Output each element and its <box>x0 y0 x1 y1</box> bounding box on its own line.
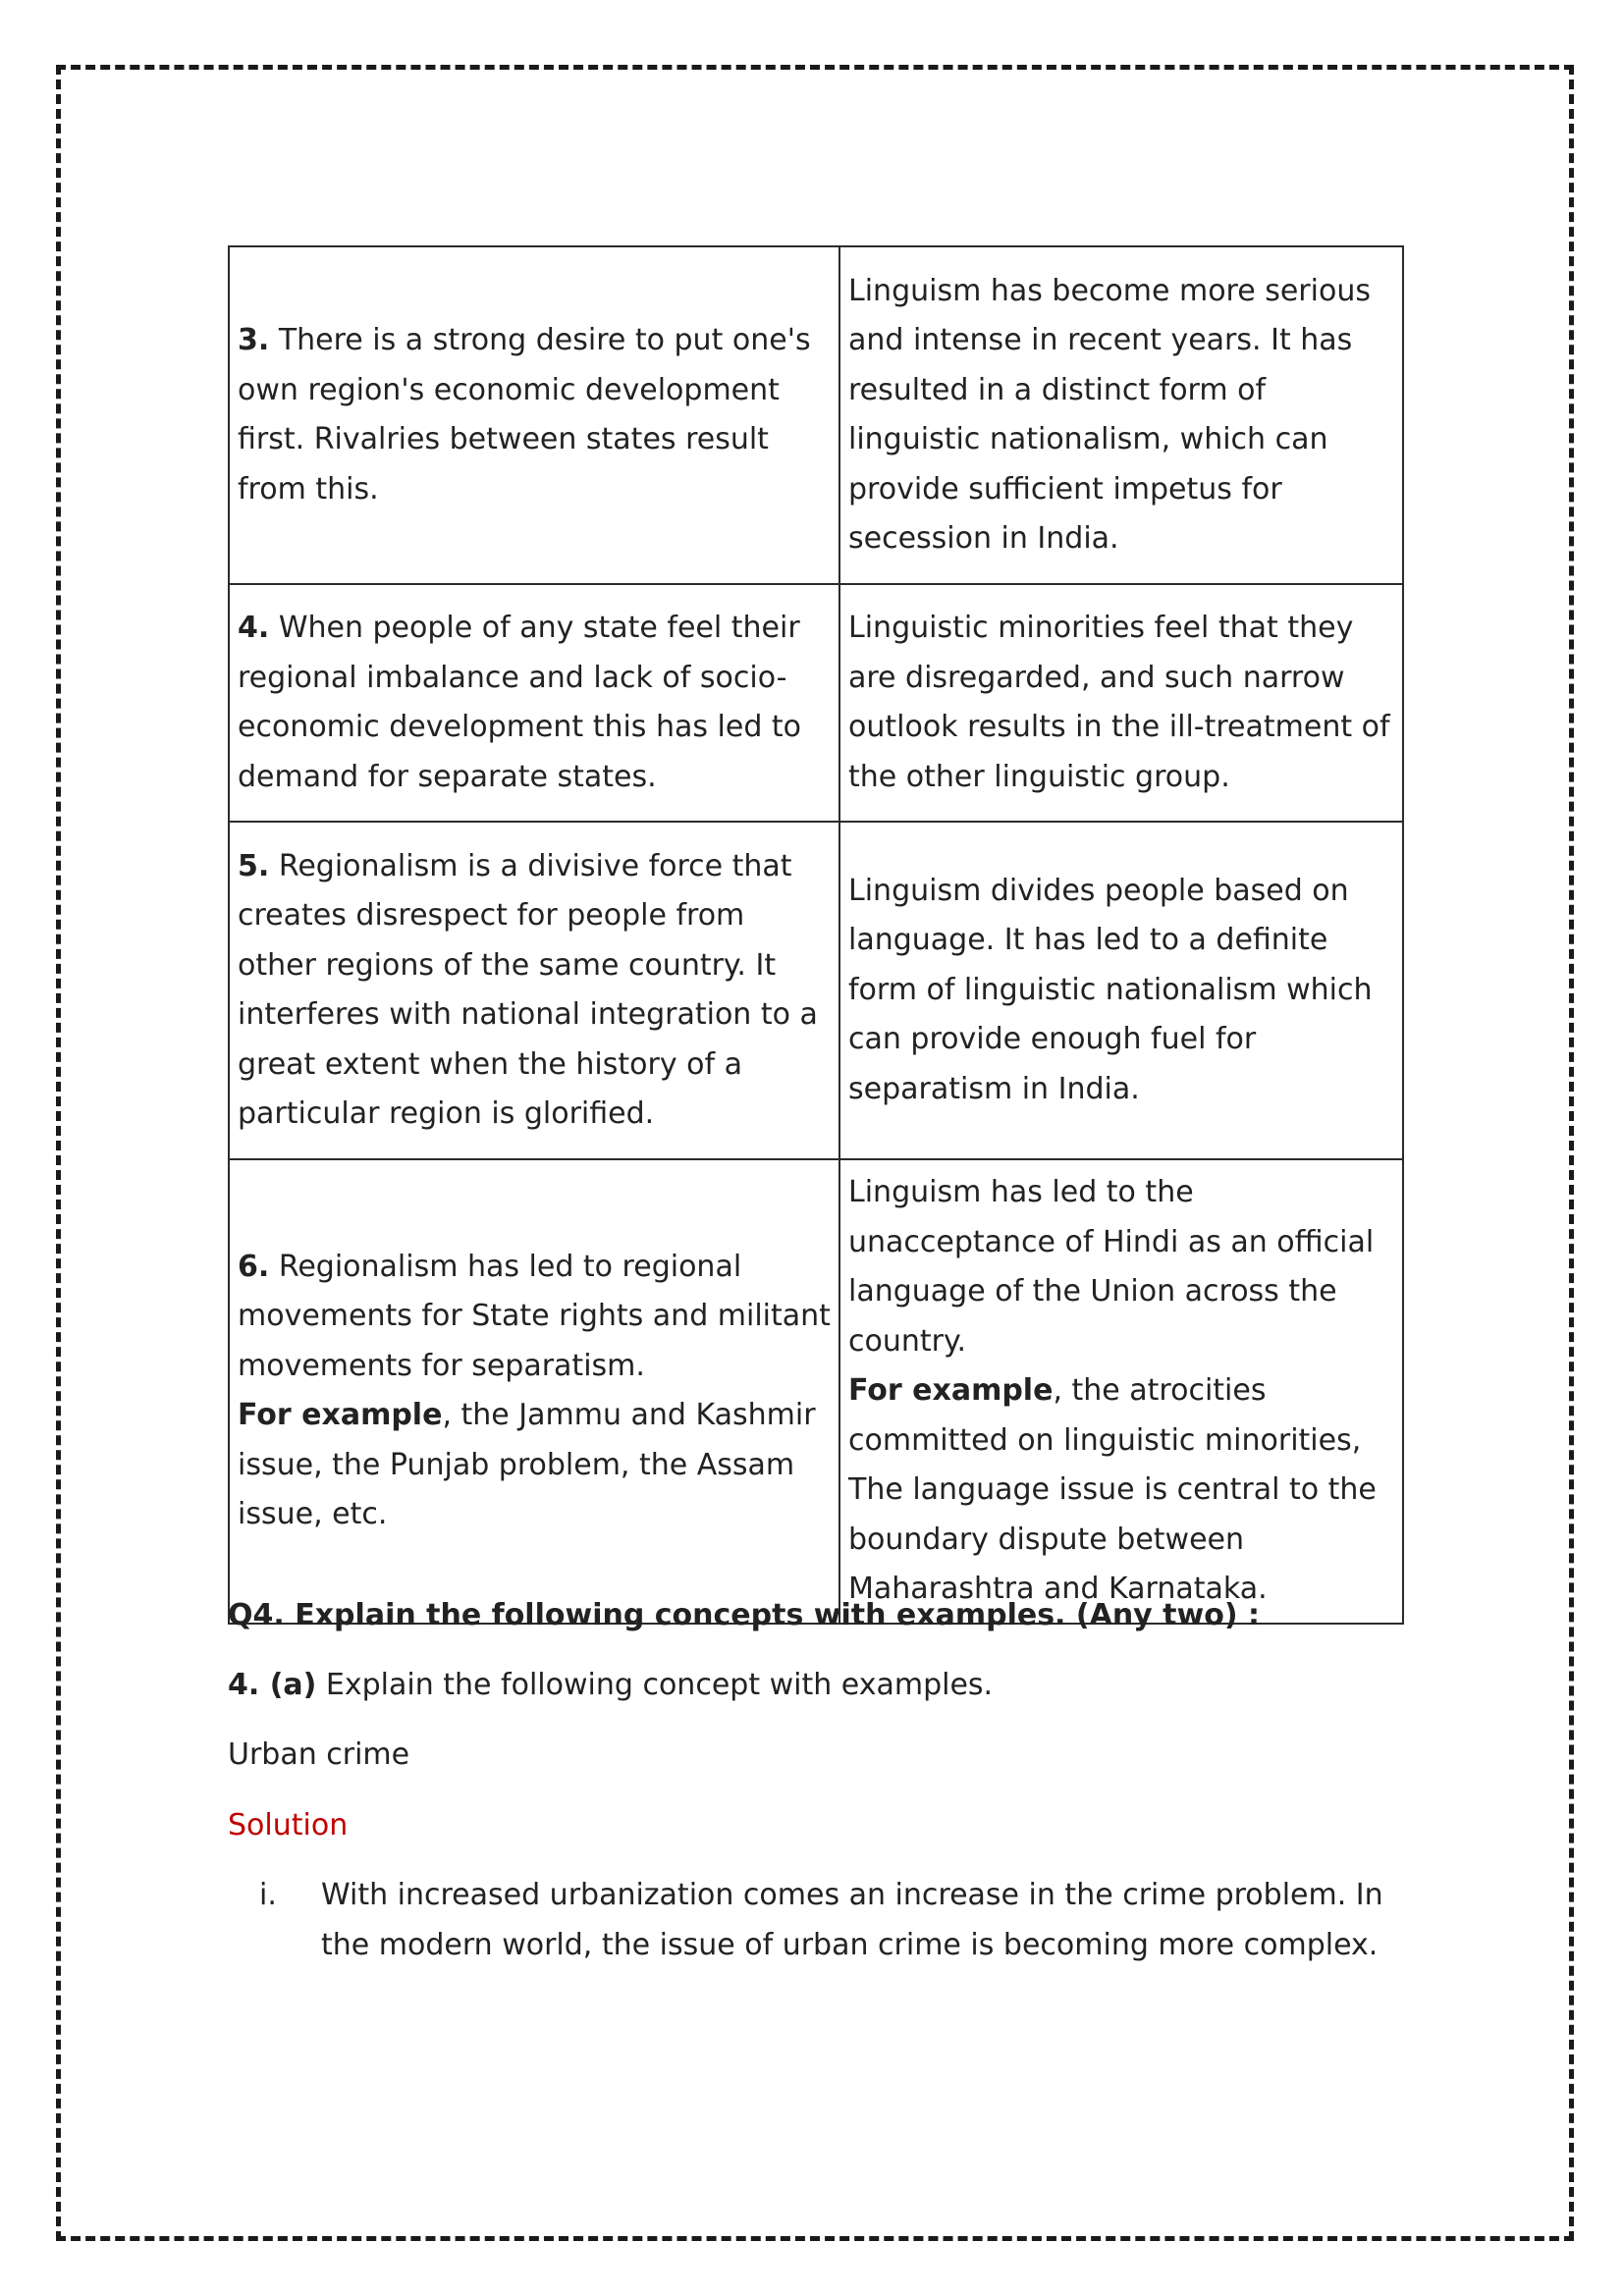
example-body: , the Jammu and Kashmir issue, the Punjab problem, the Assam issue, etc. <box>238 1398 816 1532</box>
example-text <box>848 1366 1394 1615</box>
solution-list <box>228 1871 1402 1970</box>
linguism-cell <box>839 1159 1403 1624</box>
example-body: , the atrocities committed on linguistic minorities, The language issue is central to the boundary dispute between Maharashtra and Karnataka. <box>848 1373 1377 1606</box>
point-number: 5. <box>238 848 270 883</box>
list-item <box>228 1871 1402 1970</box>
table-row <box>229 822 1403 1159</box>
point-number: 4. <box>238 611 270 645</box>
point-number: 3. <box>238 323 270 357</box>
table-row <box>229 584 1403 822</box>
sub-question-label: 4. (a) <box>228 1668 317 1702</box>
table-row <box>229 246 1403 584</box>
cell-text <box>238 1243 831 1392</box>
cell-text: Linguism has led to the unacceptance of Hindi as an official language of the Union across the country. <box>848 1175 1375 1359</box>
comparison-table-container <box>228 245 1402 1625</box>
comparison-table <box>228 245 1404 1625</box>
linguism-cell <box>839 584 1403 822</box>
question-heading: Q4. Explain the following concepts with examples. (Any two) : <box>228 1598 1260 1632</box>
cell-text <box>238 604 831 802</box>
regionalism-cell <box>229 1159 839 1624</box>
list-item-text: With increased urbanization comes an increase in the crime problem. In the modern world, the issue of urban crime is becoming more complex. <box>321 1878 1383 1962</box>
regionalism-cell <box>229 822 839 1159</box>
point-text: Regionalism is a divisive force that creates disrespect for people from other regions of the same country. It interferes with national integration to a great extent when the history of a particular region is glorified. <box>238 848 818 1131</box>
table-row <box>229 1159 1403 1624</box>
point-text: There is a strong desire to put one's own region's economic development first. Rivalries between states result from this. <box>238 323 811 507</box>
cell-text: Linguism has become more serious and intense in recent years. It has resulted in a distinct form of linguistic nationalism, which can provide sufficient impetus for secession in India. <box>848 273 1371 556</box>
regionalism-cell <box>229 246 839 584</box>
cell-text <box>238 316 831 514</box>
linguism-cell <box>839 822 1403 1159</box>
list-marker: i. <box>259 1878 277 1912</box>
cell-text: Linguistic minorities feel that they are disregarded, and such narrow outlook results in the ill-treatment of the other linguistic group. <box>848 611 1390 794</box>
question-topic: Urban crime <box>228 1737 410 1772</box>
example-label: For example <box>848 1373 1054 1408</box>
cell-text <box>238 842 831 1140</box>
solution-label: Solution <box>228 1808 349 1842</box>
example-text <box>238 1391 831 1540</box>
sub-question-text: Explain the following concept with examples. <box>316 1668 994 1702</box>
point-text: Regionalism has led to regional movements for State rights and militant movements for separatism. <box>238 1249 831 1383</box>
sub-question <box>228 1666 993 1705</box>
linguism-cell <box>839 246 1403 584</box>
example-label: For example <box>238 1398 443 1433</box>
cell-text: Linguism divides people based on language. It has led to a definite form of linguistic nationalism which can provide enough fuel for separatism in India. <box>848 873 1373 1106</box>
point-number: 6. <box>238 1249 270 1284</box>
regionalism-cell <box>229 584 839 822</box>
point-text: When people of any state feel their regional imbalance and lack of socio-economic development this has led to demand for separate states. <box>238 611 802 794</box>
